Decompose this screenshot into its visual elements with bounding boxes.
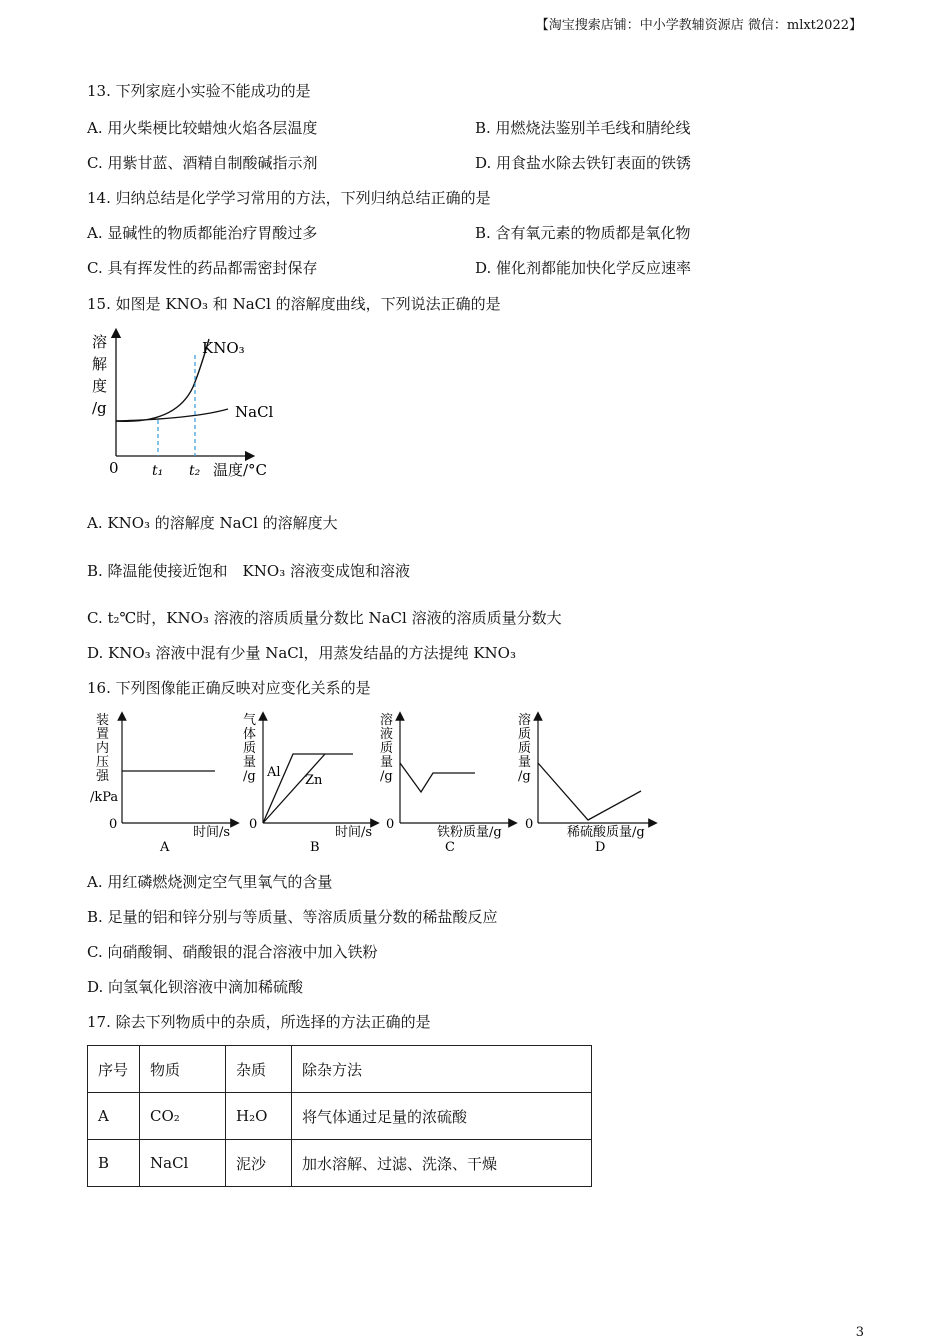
q13-option-c: C. 用紫甘蓝、酒精自制酸碱指示剂 [87, 154, 318, 172]
svg-text:量: 量 [380, 755, 394, 770]
q15-ylabel-1: 溶 [92, 333, 108, 351]
svg-text:0: 0 [525, 817, 534, 832]
q16-graph-a [90, 712, 235, 855]
svg-text:D: D [595, 840, 606, 855]
table-cell: NaCl [140, 1140, 226, 1187]
q15-origin: 0 [109, 459, 119, 477]
table-cell: B [88, 1140, 140, 1187]
q13-stem: 13. 下列家庭小实验不能成功的是 [87, 82, 311, 100]
svg-text:稀硫酸质量/g: 稀硫酸质量/g [567, 825, 645, 840]
svg-text:强: 强 [96, 769, 110, 784]
svg-text:质: 质 [518, 727, 532, 742]
svg-text:0: 0 [249, 817, 258, 832]
q13-option-a: A. 用火柴梗比较蜡烛火焰各层温度 [87, 119, 318, 137]
svg-text:装: 装 [96, 713, 110, 728]
q16-option-a: A. 用红磷燃烧测定空气里氧气的含量 [87, 873, 333, 891]
q15-ylabel-2: 解 [92, 355, 108, 373]
q14-option-a: A. 显碱性的物质都能治疗胃酸过多 [87, 224, 318, 242]
q16-graphs [85, 708, 665, 858]
table-cell: CO₂ [140, 1093, 226, 1140]
q14-option-d: D. 催化剂都能加快化学反应速率 [475, 259, 692, 277]
q16-graph-c [380, 712, 513, 855]
svg-text:质: 质 [518, 741, 532, 756]
q14-option-c: C. 具有挥发性的药品都需密封保存 [87, 259, 318, 277]
table-cell: 将气体通过足量的浓硫酸 [292, 1093, 592, 1140]
svg-text:A: A [160, 840, 170, 855]
table-row [88, 1093, 592, 1140]
svg-text:0: 0 [109, 817, 118, 832]
q15-ylabel-3: 度 [92, 377, 108, 395]
svg-text:体: 体 [243, 727, 257, 742]
q16-option-c: C. 向硝酸铜、硝酸银的混合溶液中加入铁粉 [87, 943, 378, 961]
q15-t1-label: t₁ [152, 463, 164, 479]
q16-graph-b [243, 713, 375, 855]
q15-option-d: D. KNO₃ 溶液中混有少量 NaCl，用蒸发结晶的方法提纯 KNO₃ [87, 644, 516, 662]
svg-text:量: 量 [243, 755, 257, 770]
svg-text:质: 质 [243, 741, 257, 756]
svg-text:液: 液 [380, 727, 394, 742]
svg-text:溶: 溶 [518, 713, 532, 728]
table-header-cell: 杂质 [226, 1046, 292, 1093]
q14-option-b: B. 含有氧元素的物质都是氧化物 [475, 224, 691, 242]
q15-xlabel: 温度/°C [213, 461, 268, 479]
svg-text:内: 内 [96, 741, 110, 756]
q15-solubility-chart [80, 325, 300, 490]
svg-text:铁粉质量/g: 铁粉质量/g [437, 825, 502, 840]
svg-text:质: 质 [380, 741, 394, 756]
q16-graph-d [518, 712, 653, 855]
svg-text:溶: 溶 [380, 713, 394, 728]
q17-table [87, 1045, 592, 1187]
table-cell: H₂O [226, 1093, 292, 1140]
q13-option-b: B. 用燃烧法鉴别羊毛线和腈纶线 [475, 119, 691, 137]
svg-text:气: 气 [243, 713, 257, 728]
q15-ylabel-4: /g [92, 399, 107, 417]
page-number: 3 [855, 1325, 864, 1340]
q15-t2-label: t₂ [189, 463, 201, 479]
svg-text:置: 置 [96, 727, 110, 742]
svg-text:0: 0 [386, 817, 395, 832]
q14-stem: 14. 归纳总结是化学学习常用的方法，下列归纳总结正确的是 [87, 189, 491, 207]
svg-text:时间/s: 时间/s [335, 825, 373, 840]
svg-text:/g: /g [518, 769, 531, 784]
table-cell: A [88, 1093, 140, 1140]
q16-stem: 16. 下列图像能正确反映对应变化关系的是 [87, 679, 371, 697]
svg-text:量: 量 [518, 755, 532, 770]
graph-d-line [538, 763, 641, 820]
svg-text:/g: /g [380, 769, 393, 784]
page-header: 【淘宝搜索店铺：中小学教辅资源店 微信：mlxt2022】 [535, 18, 862, 33]
svg-text:时间/s: 时间/s [193, 825, 231, 840]
nacl-label: NaCl [235, 403, 274, 421]
table-header-row [88, 1046, 592, 1093]
svg-text:Zn: Zn [305, 773, 323, 788]
table-row [88, 1140, 592, 1187]
table-header-cell: 物质 [140, 1046, 226, 1093]
q15-option-c: C. t₂℃时，KNO₃ 溶液的溶质质量分数比 NaCl 溶液的溶质质量分数大 [87, 609, 562, 627]
q16-option-b: B. 足量的铝和锌分别与等质量、等溶质质量分数的稀盐酸反应 [87, 908, 498, 926]
table-cell: 泥沙 [226, 1140, 292, 1187]
svg-text:压: 压 [96, 755, 110, 770]
kno3-curve [116, 339, 209, 421]
table-header-cell: 序号 [88, 1046, 140, 1093]
kno3-label: KNO₃ [202, 339, 245, 357]
svg-text:B: B [310, 840, 320, 855]
q16-option-d: D. 向氢氧化钡溶液中滴加稀硫酸 [87, 978, 304, 996]
q15-option-b: B. 降温能使接近饱和 KNO₃ 溶液变成饱和溶液 [87, 562, 410, 580]
q15-stem: 15. 如图是 KNO₃ 和 NaCl 的溶解度曲线，下列说法正确的是 [87, 295, 501, 313]
svg-text:/kPa: /kPa [90, 790, 119, 805]
table-cell: 加水溶解、过滤、洗涤、干燥 [292, 1140, 592, 1187]
q17-stem: 17. 除去下列物质中的杂质，所选择的方法正确的是 [87, 1013, 431, 1031]
graph-c-line [400, 763, 475, 792]
table-header-cell: 除杂方法 [292, 1046, 592, 1093]
q13-option-d: D. 用食盐水除去铁钉表面的铁锈 [475, 154, 692, 172]
q15-option-a: A. KNO₃ 的溶解度 NaCl 的溶解度大 [87, 514, 338, 532]
svg-text:C: C [445, 840, 455, 855]
svg-text:Al: Al [267, 765, 281, 780]
svg-text:/g: /g [243, 769, 256, 784]
